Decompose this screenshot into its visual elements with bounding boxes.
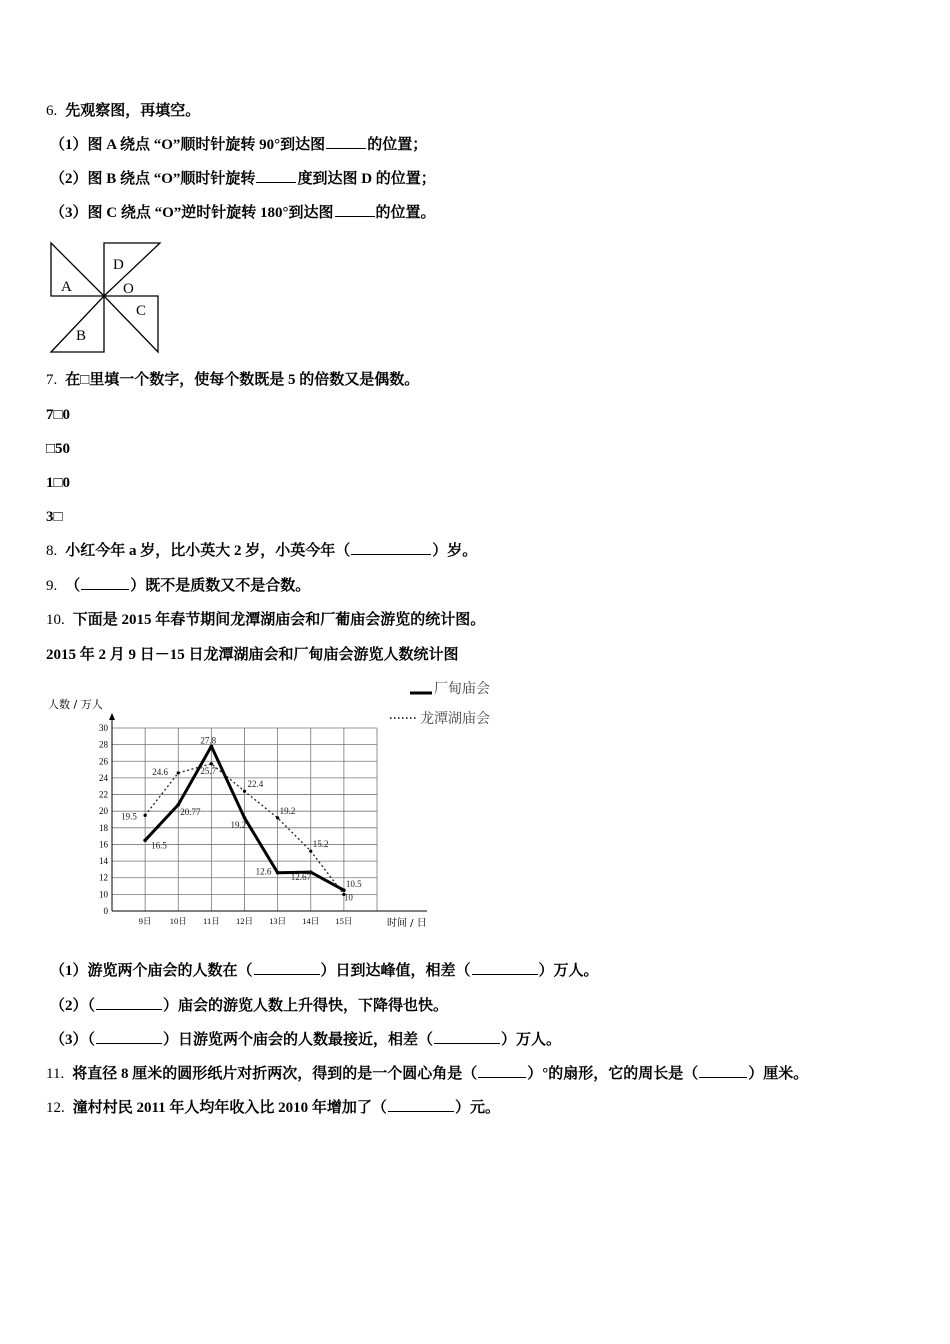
q8-suffix: ）岁。 [432,543,478,559]
x-tick-labels [139,916,353,926]
q6-number: 6. [46,103,58,119]
q6-sub3 [50,203,436,223]
x-axis-label: 时间 / 日 [387,918,427,929]
q11-text: 将直径 8 厘米的圆形纸片对折两次，得到的是一个圆心角是（ [72,1066,478,1082]
data-label: 10.5 [345,879,362,890]
label-c: C [136,303,147,319]
y-tick-label: 28 [99,739,108,750]
data-label: 12.67 [290,872,311,883]
q6-sub2 [50,169,436,189]
data-point [144,814,147,817]
q10-sub3-suffix: ）万人。 [501,1032,562,1048]
q12-text: 潼村村民 2011 年人均年收入比 2010 年增加了（ [72,1100,387,1116]
q10-sub2 [50,996,448,1016]
y-tick-label: 24 [99,772,108,783]
data-label: 19.5 [121,811,137,822]
q6-sub3-suffix: 的位置。 [375,205,436,221]
q12-number: 12. [46,1100,65,1116]
q6-sub1 [50,135,427,155]
answer-blank[interactable] [81,576,129,590]
q10-sub2-prefix: （2）（ [50,998,96,1014]
q9-prefix: （ [65,578,81,594]
q8-number: 8. [46,543,58,559]
q10-text: 下面是 2015 年春节期间龙潭湖庙会和厂葡庙会游览的统计图。 [72,612,486,628]
legend-item-2: 龙潭湖庙会 [420,711,490,727]
q9 [46,576,310,596]
q7-title-text: 在□里填一个数字，使每个数既是 5 的倍数又是偶数。 [65,372,420,388]
q11 [46,1064,808,1084]
x-tick-label: 11日 [203,916,220,926]
data-label: 19.2 [230,819,247,830]
q6-sub1-text: （1）图 A 绕点 “O”顺时针旋转 90°到达图 [50,137,326,153]
data-label: 19.2 [279,805,296,816]
pinwheel-figure [46,238,166,358]
q11-suffix: ）厘米。 [748,1066,809,1082]
x-tick-label: 12日 [235,916,254,926]
q6-sub2-text: （2）图 B 绕点 “O”顺时针旋转 [50,171,256,187]
label-d: D [113,257,124,273]
label-o: O [123,281,134,297]
x-tick-label: 13日 [269,916,287,926]
answer-blank[interactable] [472,961,538,975]
q10-sub3-mid: ）日游览两个庙会的人数最接近，相差（ [163,1032,434,1048]
x-tick-label: 14日 [302,916,320,926]
y-tick-label: 10 [99,889,108,900]
line-chart [40,676,510,938]
q10-sub1-mid: ）日到达峰值，相差（ [320,963,471,979]
answer-blank[interactable] [326,135,366,149]
legend-item-1: 厂甸庙会 [434,681,490,697]
data-point [243,790,246,793]
q6-sub1-suffix: 的位置； [367,137,428,153]
q7-item-1: 7□0 [46,407,71,423]
x-tick-label: 15日 [335,916,353,926]
data-label: 12.6 [255,866,272,877]
q10-sub1-suffix: ）万人。 [538,963,599,979]
data-label: 20.77 [180,806,201,817]
chart-grid [109,713,427,911]
triangle-c [104,296,158,352]
y-tick-label: 12 [99,872,108,883]
triangle-a [51,243,104,296]
y-tick-label: 22 [99,789,108,800]
q10-sub1 [50,961,599,981]
data-point [309,850,312,853]
y-tick-label: 18 [99,822,108,833]
q6-sub3-text: （3）图 C 绕点 “O”逆时针旋转 180°到达图 [50,205,334,221]
q7-item-3: 1□0 [46,475,71,491]
q10-sub3-prefix: （3）（ [50,1032,96,1048]
q6-title [46,101,200,121]
q12-suffix: ）元。 [454,1100,500,1116]
q10-title [46,610,485,630]
q10-sub2-text: ）庙会的游览人数上升得快，下降得也快。 [163,998,449,1014]
y-tick-label: 0 [103,906,108,916]
data-point [143,838,147,842]
data-label: 27.8 [200,735,217,746]
data-label: 22.4 [247,779,264,790]
x-tick-label: 9日 [138,916,152,926]
y-tick-labels [99,723,109,916]
x-tick-label: 10日 [169,916,187,926]
data-label: 16.5 [151,840,167,851]
q8-text: 小红今年 a 岁，比小英大 2 岁，小英今年（ [65,543,351,559]
q11-mid: ）°的扇形，它的周长是（ [527,1066,699,1082]
label-a: A [61,279,72,295]
q7-item-2: □50 [46,441,71,457]
q10-number: 10. [46,612,65,628]
q8 [46,541,477,561]
y-tick-label: 20 [99,806,108,817]
answer-blank[interactable] [254,961,320,975]
q10-sub1-text: （1）游览两个庙会的人数在（ [50,963,253,979]
answer-blank[interactable] [478,1064,526,1078]
data-point [276,871,280,875]
data-point [177,771,180,774]
answer-blank[interactable] [388,1098,454,1112]
q6-sub2-suffix: 度到达图 D 的位置； [297,171,436,187]
y-tick-label: 14 [99,856,108,867]
data-label: 24.6 [152,766,168,777]
q12 [46,1098,500,1118]
data-point [276,816,279,819]
chart-title: 2015 年 2 月 9 日－15 日龙潭湖庙会和厂甸庙会游览人数统计图 [46,647,459,663]
label-b: B [76,328,87,344]
answer-blank[interactable] [256,169,296,183]
y-tick-label: 30 [99,723,108,733]
q7-title [46,370,419,390]
q10-sub3 [50,1030,561,1050]
chart-data-labels [121,735,362,902]
data-label: 15.2 [312,839,329,850]
answer-blank[interactable] [351,541,431,555]
y-axis-arrow [109,713,115,720]
q6-title-text: 先观察图，再填空。 [65,103,201,119]
q7-item-4: 3□ [46,509,63,525]
q9-number: 9. [46,578,58,594]
answer-blank[interactable] [96,996,162,1010]
data-label: 25.7 [200,765,217,776]
q9-text: ）既不是质数又不是合数。 [130,578,311,594]
y-axis-label: 人数 / 万人 [48,698,103,711]
answer-blank[interactable] [96,1030,162,1044]
y-tick-label: 26 [99,756,108,767]
y-tick-label: 16 [99,839,108,850]
data-label: 10 [343,892,353,903]
answer-blank[interactable] [699,1064,747,1078]
q7-number: 7. [46,372,58,388]
answer-blank[interactable] [434,1030,500,1044]
q11-number: 11. [46,1066,65,1082]
answer-blank[interactable] [335,203,375,217]
